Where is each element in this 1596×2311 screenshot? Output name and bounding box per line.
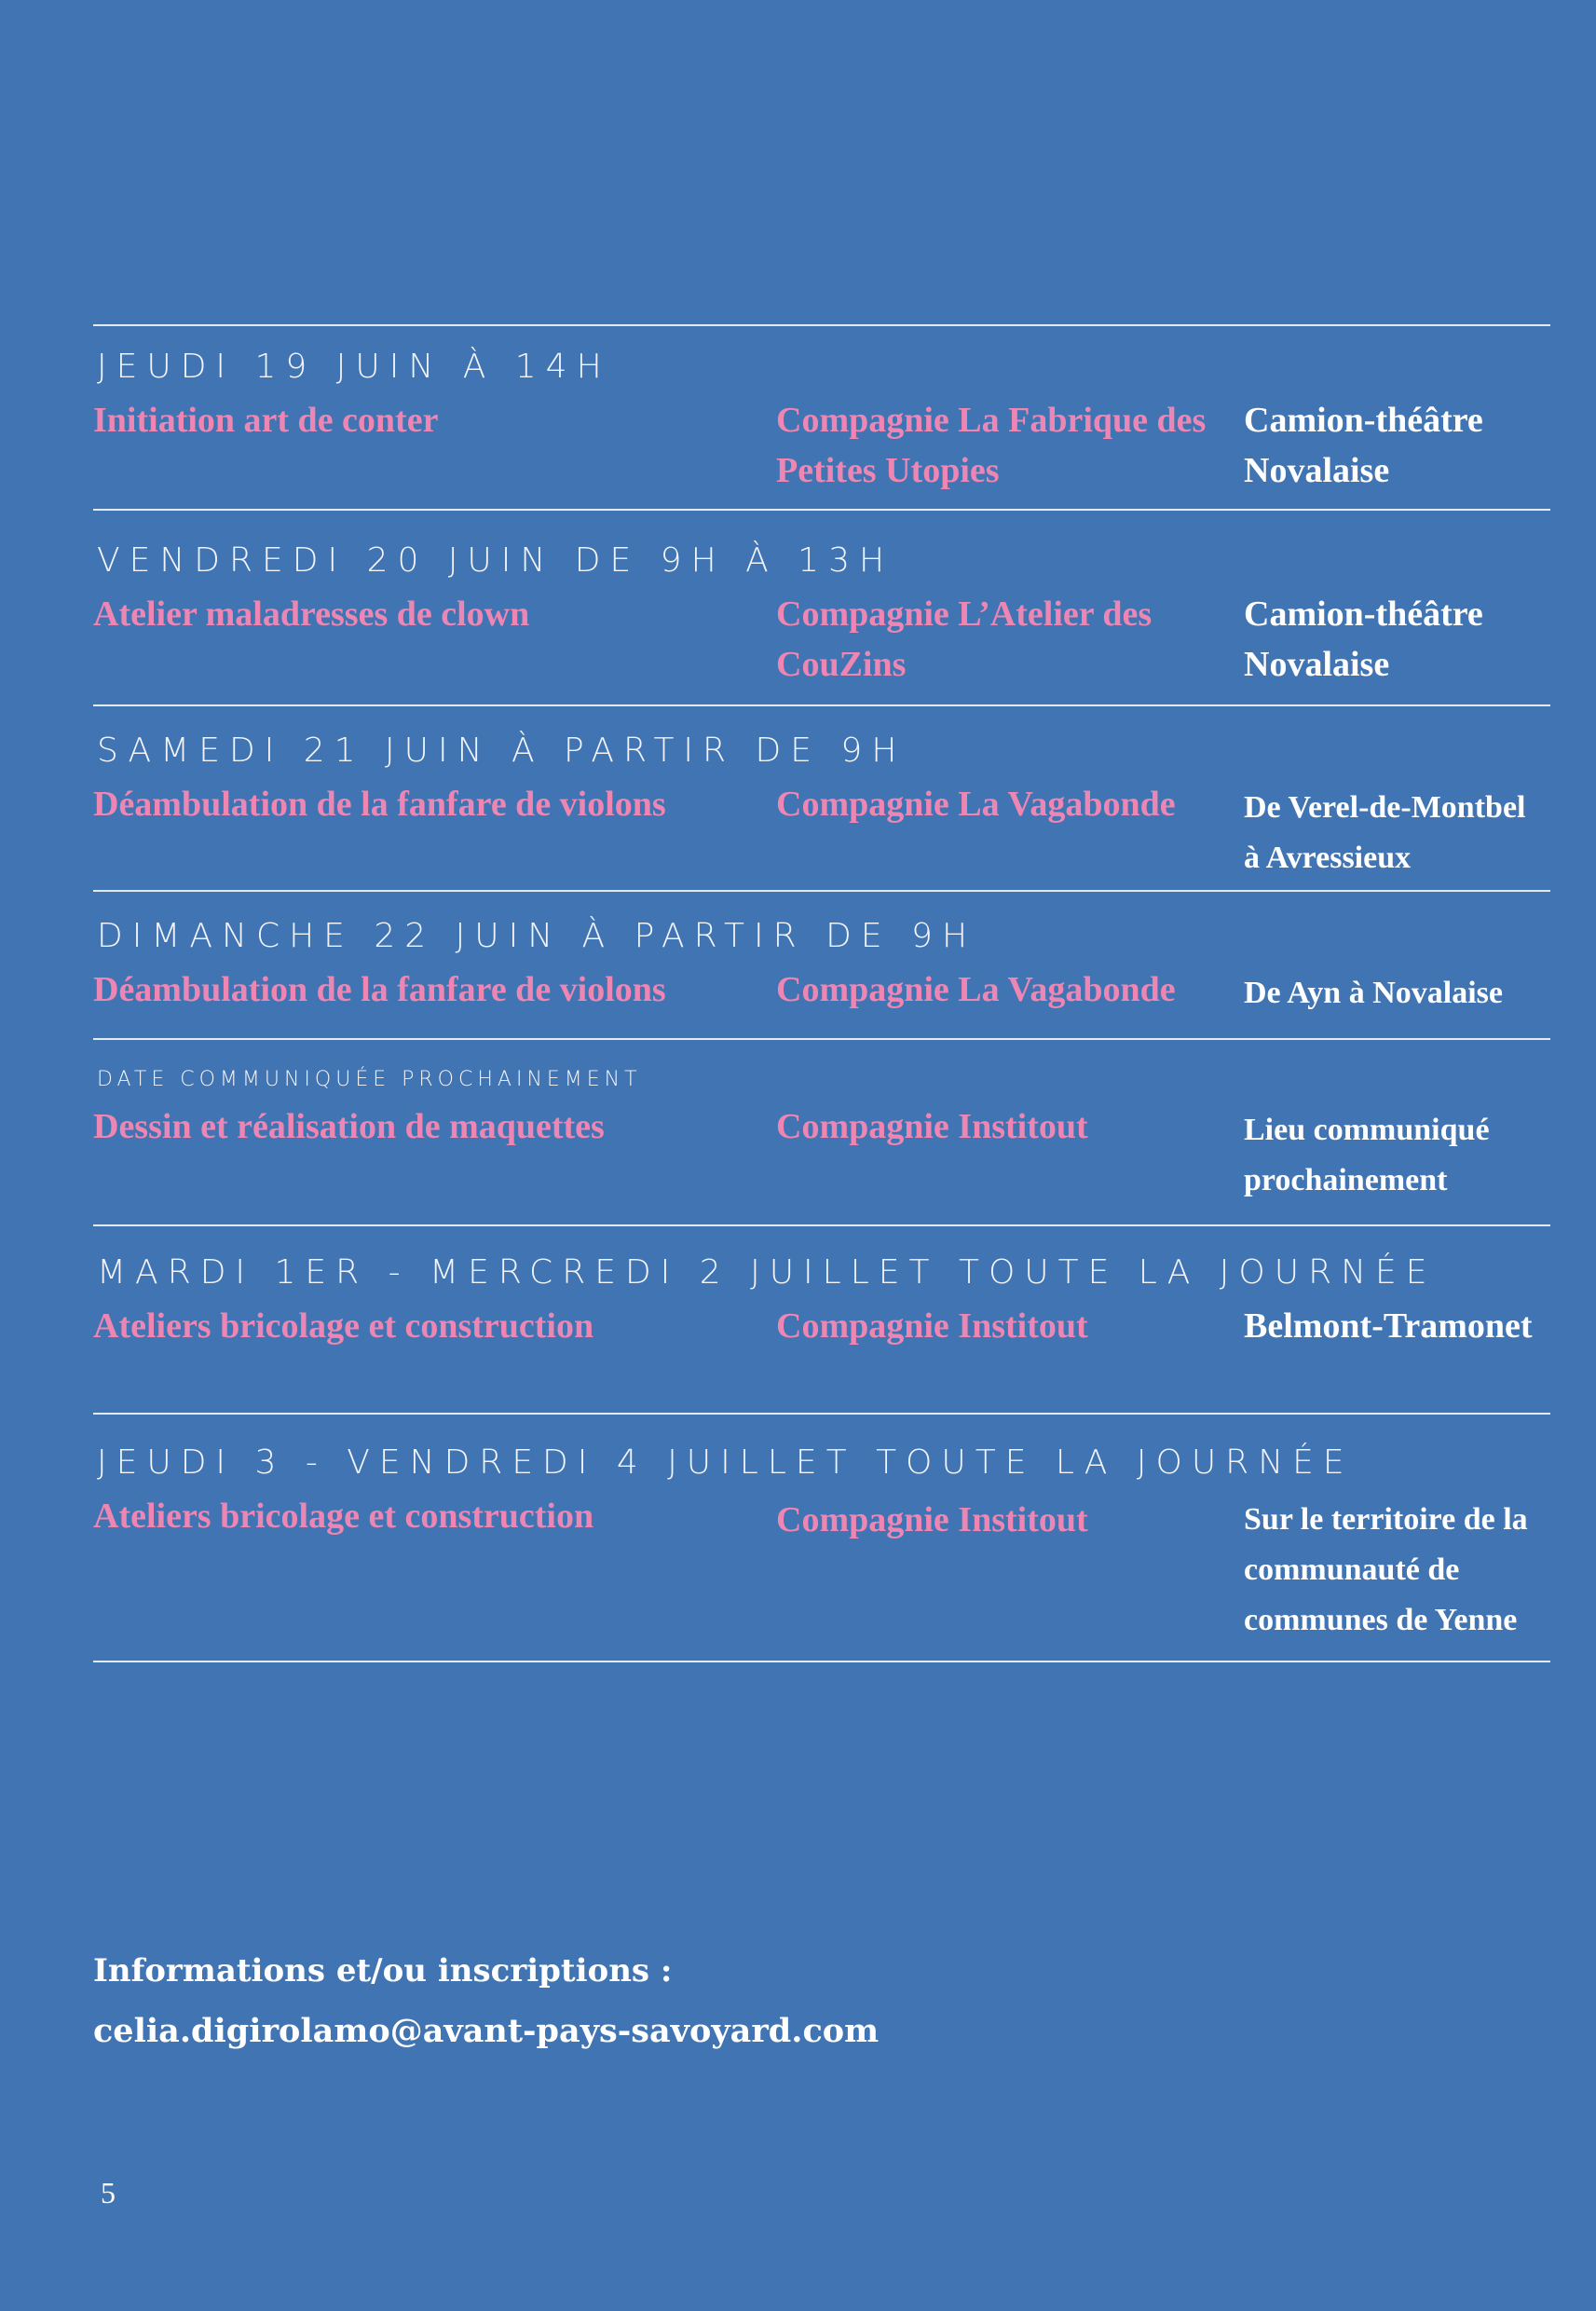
- event-title: Initiation art de conter: [93, 401, 439, 440]
- event-entry: [93, 509, 1550, 704]
- event-date: JEUDI 19 JUIN À 14H: [97, 348, 611, 386]
- event-date: MARDI 1ER - MERCREDI 2 JUILLET TOUTE LA JOURNÉE: [97, 1253, 1437, 1292]
- event-place: Camion-théâtre Novalaise: [1244, 595, 1483, 684]
- event-title: Déambulation de la fanfare de violons: [93, 970, 666, 1009]
- event-company: Compagnie Institout: [776, 1107, 1088, 1146]
- contact-label: Informations et/ou inscriptions :: [93, 1952, 673, 1990]
- event-company: Compagnie La Fabrique des Petites Utopies: [776, 401, 1207, 490]
- event-place: Camion-théâtre Novalaise: [1244, 401, 1483, 490]
- event-date: DIMANCHE 22 JUIN À PARTIR DE 9H: [97, 917, 977, 955]
- event-company: Compagnie La Vagabonde: [776, 970, 1176, 1009]
- event-title: Ateliers bricolage et construction: [93, 1306, 594, 1346]
- event-title: Ateliers bricolage et construction: [93, 1497, 594, 1536]
- event-company: Compagnie La Vagabonde: [776, 785, 1176, 824]
- event-place: De Ayn à Novalaise: [1244, 976, 1503, 1010]
- event-entry: [93, 324, 1550, 509]
- event-place: De Verel-de-Montbel à Avressieux: [1244, 790, 1526, 875]
- event-place: Belmont-Tramonet: [1244, 1306, 1533, 1346]
- event-entry: [93, 890, 1550, 1038]
- event-date: SAMEDI 21 JUIN À PARTIR DE 9H: [97, 732, 907, 770]
- event-entry: [93, 1224, 1550, 1413]
- event-date: VENDREDI 20 JUIN DE 9H À 13H: [97, 541, 894, 580]
- event-title: Atelier maladresses de clown: [93, 595, 530, 634]
- event-company: Compagnie Institout: [776, 1500, 1088, 1539]
- event-title: Déambulation de la fanfare de violons: [93, 785, 666, 824]
- event-title: Dessin et réalisation de maquettes: [93, 1107, 605, 1146]
- page-number: 5: [101, 2176, 116, 2209]
- event-place: Sur le territoire de la communauté de communes de Yenne: [1244, 1502, 1528, 1637]
- contact-email[interactable]: celia.digirolamo@avant-pays-savoyard.com: [93, 2012, 880, 2050]
- event-schedule: [93, 324, 1550, 1662]
- event-entry: [93, 1038, 1550, 1224]
- event-place: Lieu communiqué prochainement: [1244, 1113, 1490, 1197]
- contact-info: [93, 1952, 880, 2050]
- event-entry: [93, 1413, 1550, 1662]
- event-company: Compagnie L’Atelier des CouZins: [776, 595, 1153, 684]
- event-company: Compagnie Institout: [776, 1306, 1088, 1346]
- event-entry: [93, 704, 1550, 890]
- event-date: JEUDI 3 - VENDREDI 4 JUILLET TOUTE LA JOURNÉE: [97, 1443, 1354, 1482]
- event-date: DATE COMMUNIQUÉE PROCHAINEMENT: [97, 1068, 642, 1091]
